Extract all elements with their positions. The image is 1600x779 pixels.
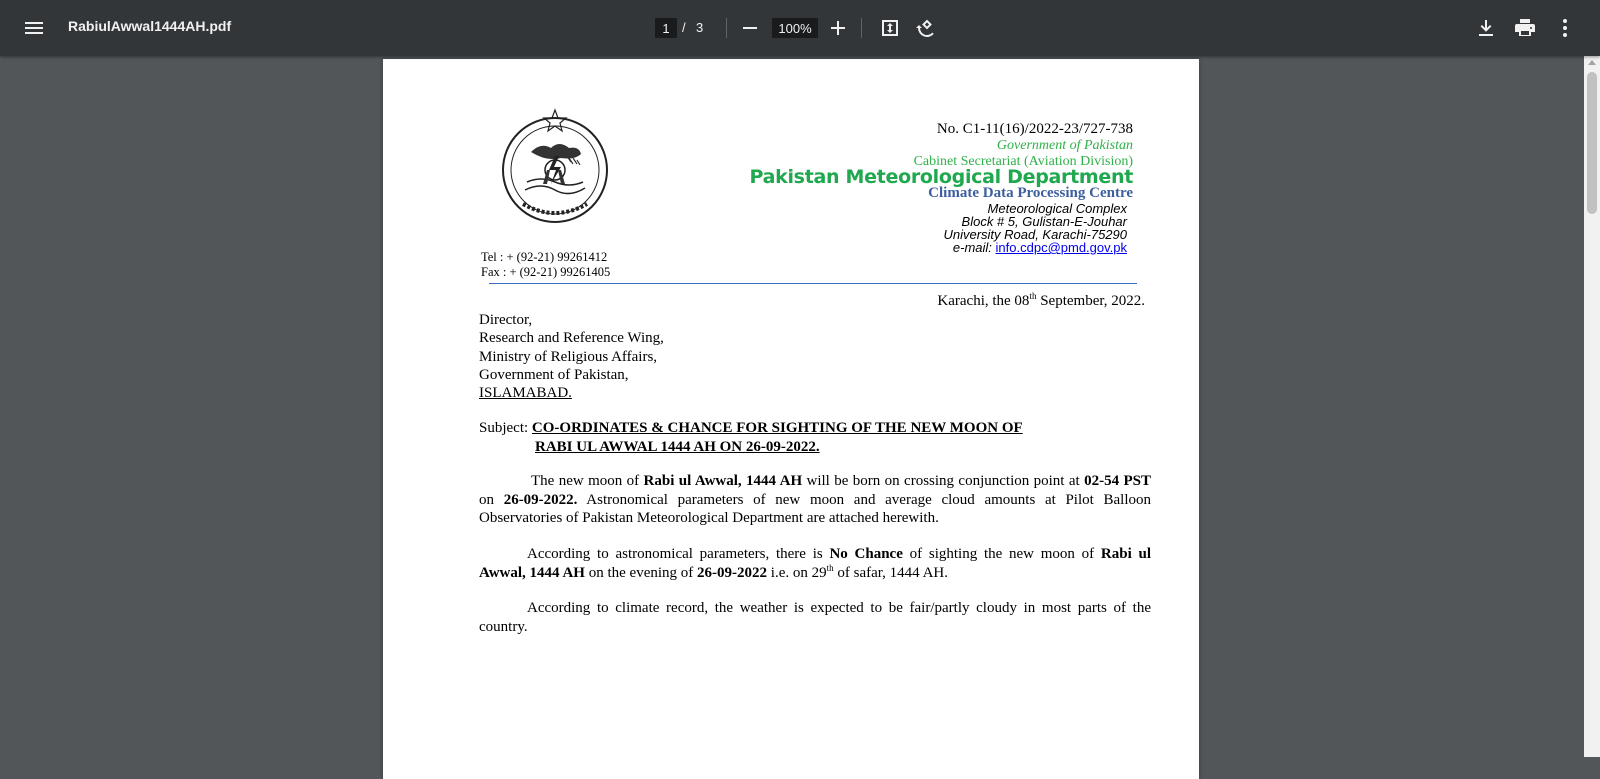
vertical-scrollbar[interactable] (1584, 56, 1600, 757)
download-button[interactable] (1468, 10, 1504, 46)
page-separator: / (682, 20, 686, 35)
zoom-level-input[interactable]: 100% (772, 18, 818, 38)
fit-to-page-button[interactable] (872, 10, 908, 46)
fax-number: Fax : + (92-21) 99261405 (481, 265, 611, 279)
paragraph: The new moon of Rabi ul Awwal, 1444 AH will be born on crossing conjunction point at 02-54 PST on 26-09-2022. Astronomical parameters of new moon and average cloud amounts at Pilot Balloon Observatories of Pakistan Meteorological Department are attached herewith. (479, 473, 1151, 526)
pdf-viewer[interactable] (0, 56, 1600, 757)
reference-number: No. C1-11(16)/2022-23/727-738 (936, 121, 1133, 137)
zoom-in-icon (826, 16, 850, 40)
document-title: RabiulAwwal1444AH.pdf (68, 18, 232, 34)
address-line: Meteorological Complex (987, 201, 1127, 216)
menu-icon (22, 16, 46, 40)
print-button[interactable] (1507, 10, 1543, 46)
rotate-icon (915, 16, 939, 40)
menu-button[interactable] (16, 10, 52, 46)
centre-name: Climate Data Processing Centre (928, 185, 1133, 201)
page-number-input[interactable]: 1 (655, 18, 677, 38)
address-line: Block # 5, Gulistan-E-Jouhar (961, 214, 1127, 229)
pmd-emblem (497, 108, 613, 224)
subject-line: CO-ORDINATES & CHANCE FOR SIGHTING OF THE NEW MOON OF (531, 420, 1023, 436)
zoom-out-button[interactable] (732, 10, 768, 46)
recipient-city: ISLAMABAD. (479, 385, 572, 402)
email-link[interactable]: info.cdpc@pmd.gov.pk (995, 240, 1127, 255)
subject-block (479, 419, 1023, 457)
page-total: 3 (696, 20, 704, 35)
email-line (953, 240, 1127, 255)
download-icon (1474, 16, 1498, 40)
toolbar-divider (861, 18, 862, 38)
email-label: e-mail: (952, 240, 996, 255)
recipient-line: Ministry of Religious Affairs, (479, 348, 658, 365)
zoom-in-button[interactable] (820, 10, 856, 46)
recipient-line: Director, (479, 312, 533, 328)
cabinet-label: Cabinet Secretariat (Aviation Division) (913, 154, 1133, 169)
letter-date: Karachi, the 08th September, 2022. (937, 291, 1145, 309)
fit-page-icon (878, 16, 902, 40)
paragraph: According to astronomical parameters, there is No Chance of sighting the new moon of Rabi ul Awwal, 1444 AH on the evening of 26-09-2022 i.e. on 29th of safar, 1444 AH. (479, 546, 1152, 581)
zoom-out-icon (738, 16, 762, 40)
recipient-line: Government of Pakistan, (479, 366, 629, 383)
print-icon (1513, 16, 1537, 40)
pdf-toolbar (0, 0, 1600, 56)
scroll-thumb[interactable] (1587, 72, 1597, 214)
telephone-number: Tel : + (92-21) 99261412 (481, 250, 608, 264)
government-label: Government of Pakistan (996, 138, 1133, 153)
rotate-button[interactable] (909, 10, 945, 46)
scroll-up-arrow[interactable] (1588, 60, 1596, 65)
department-name: Pakistan Meteorological Department (749, 166, 1133, 188)
recipient-line: Research and Reference Wing, (479, 330, 664, 347)
subject-label: Subject: (479, 420, 532, 436)
pdf-page (383, 59, 1199, 779)
address-line: University Road, Karachi-75290 (943, 227, 1127, 242)
toolbar-divider (726, 18, 727, 38)
recipient-address (479, 311, 664, 402)
header-rule (489, 283, 1137, 284)
more-vert-icon (1553, 16, 1577, 40)
subject-line: RABI UL AWWAL 1444 AH ON 26-09-2022. (535, 439, 820, 455)
paragraph: According to climate record, the weather is expected to be fair/partly cloudy in most parts of the country. (479, 600, 1151, 635)
more-options-button[interactable] (1547, 10, 1583, 46)
